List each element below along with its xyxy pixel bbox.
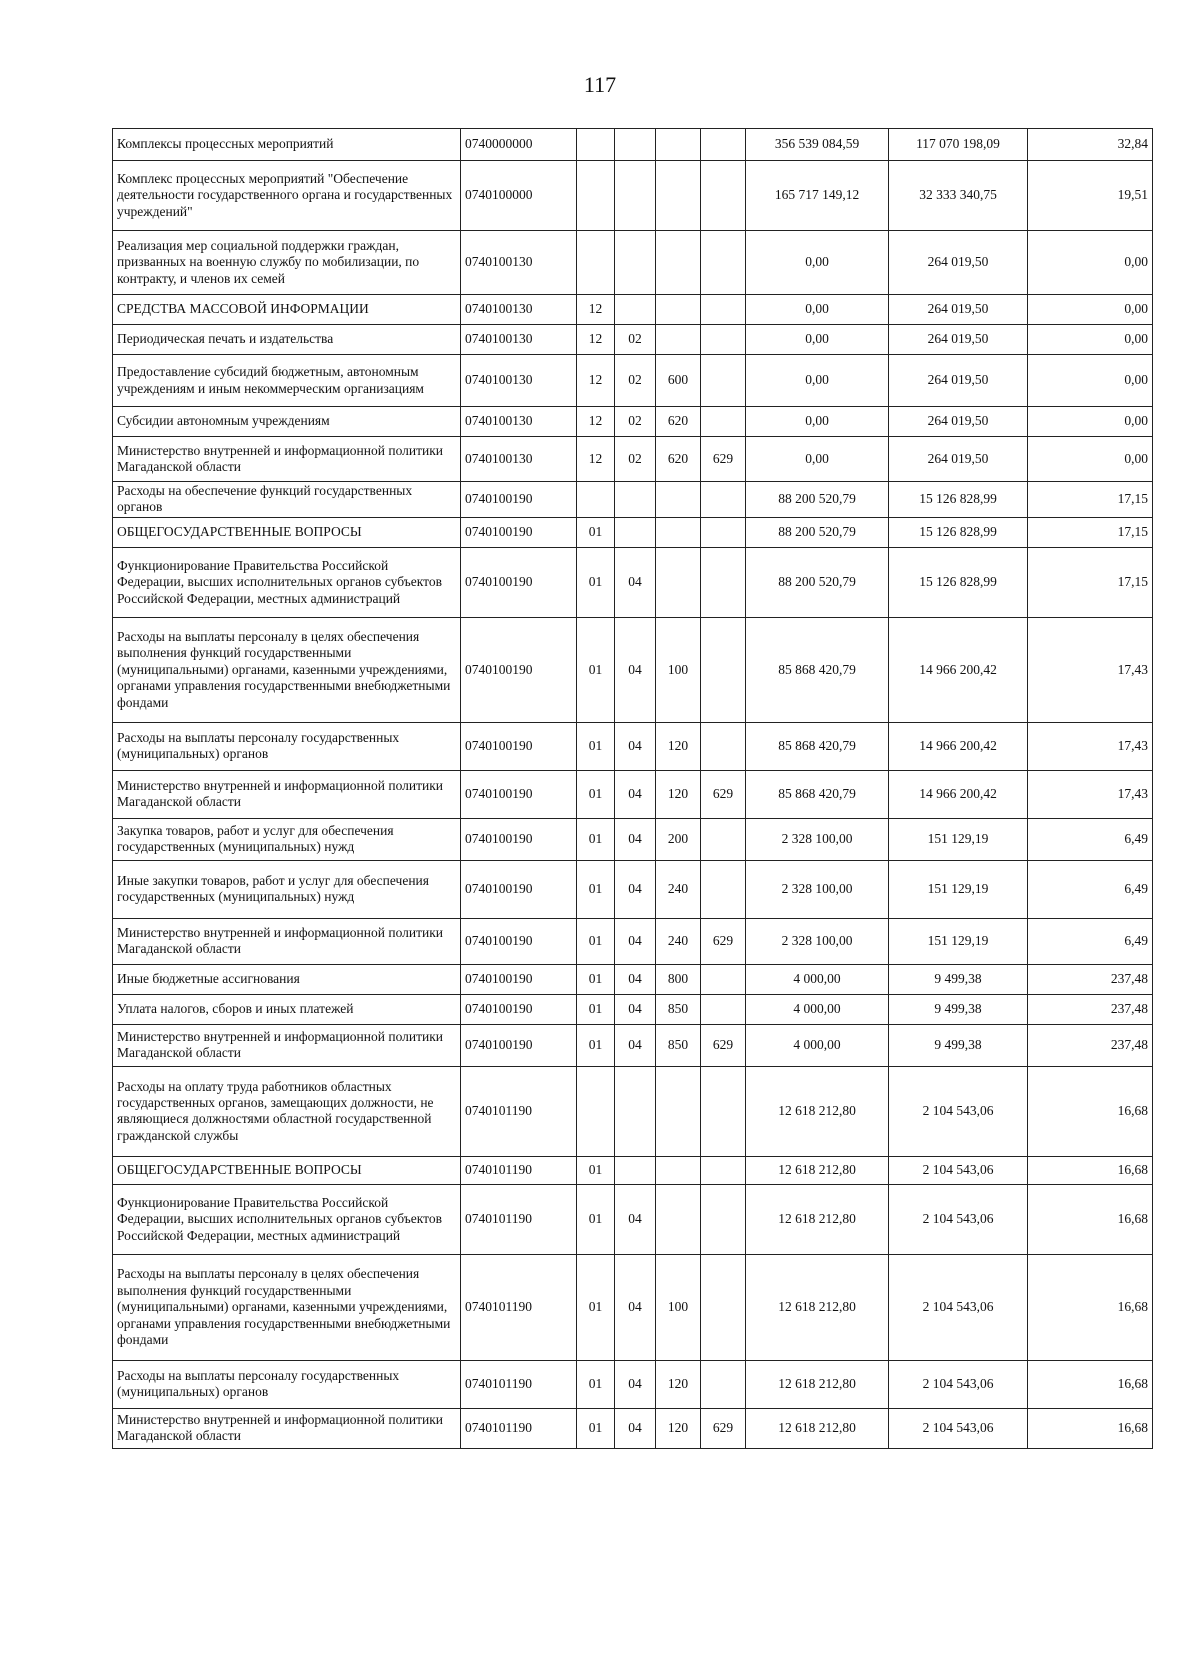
row-name: Расходы на выплаты персоналу государственных (муниципальных) органов <box>113 722 461 770</box>
row-pct: 19,51 <box>1028 161 1153 231</box>
row-fact: 117 070 198,09 <box>889 129 1028 161</box>
table-row <box>113 482 1153 518</box>
row-pct: 32,84 <box>1028 129 1153 161</box>
row-pct: 16,68 <box>1028 1408 1153 1448</box>
row-plan: 12 618 212,80 <box>746 1254 889 1360</box>
row-rz <box>577 1066 615 1156</box>
row-plan: 0,00 <box>746 407 889 437</box>
row-pr: 02 <box>615 355 656 407</box>
row-pr: 04 <box>615 964 656 994</box>
row-grbs <box>701 325 746 355</box>
row-csr: 0740100190 <box>461 617 577 722</box>
row-grbs <box>701 722 746 770</box>
table-row <box>113 407 1153 437</box>
row-fact: 2 104 543,06 <box>889 1184 1028 1254</box>
row-pr: 04 <box>615 1254 656 1360</box>
row-pr <box>615 1066 656 1156</box>
row-vr: 200 <box>656 818 701 860</box>
table-row <box>113 1156 1153 1184</box>
row-pct: 16,68 <box>1028 1254 1153 1360</box>
row-name: Функционирование Правительства Российской Федерации, высших исполнительных органов субъектов Российской Федерации, местных администраций <box>113 547 461 617</box>
row-pct: 0,00 <box>1028 295 1153 325</box>
row-pr <box>615 517 656 547</box>
row-plan: 12 618 212,80 <box>746 1066 889 1156</box>
row-rz: 01 <box>577 617 615 722</box>
row-fact: 2 104 543,06 <box>889 1254 1028 1360</box>
row-rz: 01 <box>577 818 615 860</box>
row-rz: 01 <box>577 964 615 994</box>
row-grbs <box>701 1156 746 1184</box>
row-name: Предоставление субсидий бюджетным, автономным учреждениям и иным некоммерческим организациям <box>113 355 461 407</box>
row-plan: 88 200 520,79 <box>746 482 889 518</box>
row-csr: 0740100130 <box>461 325 577 355</box>
row-name: Периодическая печать и издательства <box>113 325 461 355</box>
row-vr: 120 <box>656 1408 701 1448</box>
row-fact: 9 499,38 <box>889 1024 1028 1066</box>
table-row <box>113 295 1153 325</box>
row-pr: 04 <box>615 818 656 860</box>
row-pr: 04 <box>615 1360 656 1408</box>
row-fact: 264 019,50 <box>889 437 1028 482</box>
row-vr <box>656 295 701 325</box>
row-rz: 01 <box>577 547 615 617</box>
row-fact: 15 126 828,99 <box>889 547 1028 617</box>
row-csr: 0740101190 <box>461 1156 577 1184</box>
row-vr: 800 <box>656 964 701 994</box>
row-name: Министерство внутренней и информационной политики Магаданской области <box>113 1024 461 1066</box>
row-fact: 14 966 200,42 <box>889 617 1028 722</box>
row-pr <box>615 1156 656 1184</box>
row-fact: 2 104 543,06 <box>889 1156 1028 1184</box>
row-name: Расходы на выплаты персоналу в целях обеспечения выполнения функций государственными (муниципальными) органами, казенными учреждениями, органами управления государственными внебюджетными фондами <box>113 617 461 722</box>
row-pr: 02 <box>615 407 656 437</box>
row-grbs: 629 <box>701 1024 746 1066</box>
row-name: СРЕДСТВА МАССОВОЙ ИНФОРМАЦИИ <box>113 295 461 325</box>
table-row <box>113 231 1153 295</box>
row-grbs <box>701 1254 746 1360</box>
row-csr: 0740100130 <box>461 355 577 407</box>
row-csr: 0740100190 <box>461 1024 577 1066</box>
table-row <box>113 1254 1153 1360</box>
row-name: Иные бюджетные ассигнования <box>113 964 461 994</box>
row-fact: 264 019,50 <box>889 407 1028 437</box>
row-pr: 04 <box>615 1024 656 1066</box>
row-vr: 120 <box>656 1360 701 1408</box>
row-plan: 2 328 100,00 <box>746 818 889 860</box>
row-vr <box>656 517 701 547</box>
row-rz: 01 <box>577 1156 615 1184</box>
row-vr: 100 <box>656 617 701 722</box>
row-rz: 12 <box>577 437 615 482</box>
row-vr: 850 <box>656 1024 701 1066</box>
row-fact: 32 333 340,75 <box>889 161 1028 231</box>
row-csr: 0740100190 <box>461 818 577 860</box>
row-pr <box>615 295 656 325</box>
row-vr <box>656 1156 701 1184</box>
row-vr: 240 <box>656 860 701 918</box>
row-name: Расходы на выплаты персоналу государственных (муниципальных) органов <box>113 1360 461 1408</box>
row-pr <box>615 161 656 231</box>
table-row <box>113 517 1153 547</box>
row-pr <box>615 231 656 295</box>
row-plan: 2 328 100,00 <box>746 860 889 918</box>
row-pr: 02 <box>615 437 656 482</box>
table-row <box>113 1360 1153 1408</box>
row-grbs <box>701 617 746 722</box>
row-plan: 0,00 <box>746 325 889 355</box>
table-row <box>113 129 1153 161</box>
table-row <box>113 437 1153 482</box>
row-pr <box>615 129 656 161</box>
row-fact: 15 126 828,99 <box>889 517 1028 547</box>
row-grbs <box>701 547 746 617</box>
table-row <box>113 994 1153 1024</box>
row-vr <box>656 325 701 355</box>
table-row <box>113 860 1153 918</box>
row-grbs <box>701 129 746 161</box>
table-row <box>113 161 1153 231</box>
row-csr: 0740100190 <box>461 860 577 918</box>
row-vr <box>656 1066 701 1156</box>
row-rz <box>577 129 615 161</box>
row-vr: 620 <box>656 437 701 482</box>
row-pr: 04 <box>615 770 656 818</box>
table-row <box>113 547 1153 617</box>
row-name: Реализация мер социальной поддержки граждан, призванных на военную службу по мобилизации, по контракту, и членов их семей <box>113 231 461 295</box>
table-row <box>113 1184 1153 1254</box>
row-name: Министерство внутренней и информационной политики Магаданской области <box>113 437 461 482</box>
row-rz: 12 <box>577 325 615 355</box>
row-rz: 01 <box>577 722 615 770</box>
row-fact: 264 019,50 <box>889 295 1028 325</box>
row-grbs: 629 <box>701 770 746 818</box>
row-pr: 04 <box>615 918 656 964</box>
row-plan: 0,00 <box>746 231 889 295</box>
row-plan: 0,00 <box>746 355 889 407</box>
row-csr: 0740100130 <box>461 231 577 295</box>
row-plan: 356 539 084,59 <box>746 129 889 161</box>
row-rz: 01 <box>577 1408 615 1448</box>
page-number: 117 <box>583 72 617 97</box>
row-pct: 17,15 <box>1028 547 1153 617</box>
row-plan: 85 868 420,79 <box>746 617 889 722</box>
table-row <box>113 964 1153 994</box>
row-plan: 12 618 212,80 <box>746 1408 889 1448</box>
row-pct: 16,68 <box>1028 1066 1153 1156</box>
row-vr <box>656 482 701 518</box>
row-name: Комплекс процессных мероприятий "Обеспечение деятельности государственного органа и государственных учреждений" <box>113 161 461 231</box>
row-plan: 12 618 212,80 <box>746 1156 889 1184</box>
table-row <box>113 1066 1153 1156</box>
row-csr: 0740100190 <box>461 722 577 770</box>
row-plan: 88 200 520,79 <box>746 517 889 547</box>
row-grbs <box>701 295 746 325</box>
row-pct: 16,68 <box>1028 1360 1153 1408</box>
row-vr: 600 <box>656 355 701 407</box>
row-pct: 6,49 <box>1028 818 1153 860</box>
row-plan: 0,00 <box>746 437 889 482</box>
row-pct: 16,68 <box>1028 1184 1153 1254</box>
row-pr: 04 <box>615 860 656 918</box>
row-grbs: 629 <box>701 918 746 964</box>
budget-table <box>112 128 1153 1449</box>
table-row <box>113 1408 1153 1448</box>
row-fact: 151 129,19 <box>889 918 1028 964</box>
row-vr <box>656 129 701 161</box>
row-plan: 4 000,00 <box>746 964 889 994</box>
row-vr: 100 <box>656 1254 701 1360</box>
row-fact: 2 104 543,06 <box>889 1066 1028 1156</box>
row-plan: 85 868 420,79 <box>746 722 889 770</box>
row-grbs <box>701 860 746 918</box>
row-csr: 0740101190 <box>461 1066 577 1156</box>
row-pct: 0,00 <box>1028 325 1153 355</box>
row-name: Министерство внутренней и информационной политики Магаданской области <box>113 770 461 818</box>
row-rz <box>577 231 615 295</box>
row-name: Функционирование Правительства Российской Федерации, высших исполнительных органов субъектов Российской Федерации, местных администраций <box>113 1184 461 1254</box>
row-pct: 0,00 <box>1028 231 1153 295</box>
row-fact: 151 129,19 <box>889 818 1028 860</box>
row-grbs <box>701 407 746 437</box>
row-fact: 9 499,38 <box>889 994 1028 1024</box>
row-csr: 0740100190 <box>461 547 577 617</box>
row-pct: 16,68 <box>1028 1156 1153 1184</box>
row-fact: 15 126 828,99 <box>889 482 1028 518</box>
row-rz: 01 <box>577 517 615 547</box>
row-rz: 01 <box>577 1184 615 1254</box>
row-rz: 01 <box>577 1360 615 1408</box>
row-csr: 0740101190 <box>461 1408 577 1448</box>
row-vr: 620 <box>656 407 701 437</box>
table-row <box>113 1024 1153 1066</box>
row-csr: 0740100190 <box>461 964 577 994</box>
row-name: Комплексы процессных мероприятий <box>113 129 461 161</box>
row-rz: 01 <box>577 918 615 964</box>
row-plan: 0,00 <box>746 295 889 325</box>
row-csr: 0740100130 <box>461 295 577 325</box>
row-csr: 0740100190 <box>461 994 577 1024</box>
row-csr: 0740100000 <box>461 161 577 231</box>
row-pct: 17,15 <box>1028 517 1153 547</box>
row-pct: 0,00 <box>1028 355 1153 407</box>
row-pct: 0,00 <box>1028 407 1153 437</box>
row-rz: 01 <box>577 1024 615 1066</box>
row-grbs <box>701 231 746 295</box>
row-fact: 14 966 200,42 <box>889 722 1028 770</box>
row-fact: 2 104 543,06 <box>889 1360 1028 1408</box>
row-name: Министерство внутренней и информационной политики Магаданской области <box>113 1408 461 1448</box>
row-csr: 0740100190 <box>461 918 577 964</box>
row-pct: 237,48 <box>1028 964 1153 994</box>
row-csr: 0740100130 <box>461 437 577 482</box>
table-row <box>113 918 1153 964</box>
row-plan: 12 618 212,80 <box>746 1184 889 1254</box>
row-plan: 85 868 420,79 <box>746 770 889 818</box>
row-fact: 264 019,50 <box>889 325 1028 355</box>
table-row <box>113 325 1153 355</box>
row-grbs <box>701 517 746 547</box>
row-csr: 0740100190 <box>461 770 577 818</box>
row-vr: 240 <box>656 918 701 964</box>
row-fact: 151 129,19 <box>889 860 1028 918</box>
row-rz <box>577 482 615 518</box>
row-pr: 04 <box>615 1184 656 1254</box>
row-name: ОБЩЕГОСУДАРСТВЕННЫЕ ВОПРОСЫ <box>113 1156 461 1184</box>
row-grbs <box>701 482 746 518</box>
row-rz: 12 <box>577 295 615 325</box>
row-name: Субсидии автономным учреждениям <box>113 407 461 437</box>
row-rz: 12 <box>577 355 615 407</box>
row-csr: 0740100130 <box>461 407 577 437</box>
row-name: Министерство внутренней и информационной политики Магаданской области <box>113 918 461 964</box>
row-pr: 04 <box>615 1408 656 1448</box>
row-plan: 2 328 100,00 <box>746 918 889 964</box>
row-csr: 0740101190 <box>461 1254 577 1360</box>
row-rz <box>577 161 615 231</box>
row-plan: 4 000,00 <box>746 994 889 1024</box>
row-rz: 01 <box>577 994 615 1024</box>
row-pr <box>615 482 656 518</box>
row-pct: 237,48 <box>1028 994 1153 1024</box>
table-row <box>113 818 1153 860</box>
row-plan: 4 000,00 <box>746 1024 889 1066</box>
row-name: Расходы на выплаты персоналу в целях обеспечения выполнения функций государственными (муниципальными) органами, казенными учреждениями, органами управления государственными внебюджетными фондами <box>113 1254 461 1360</box>
table-row <box>113 770 1153 818</box>
row-grbs <box>701 1184 746 1254</box>
row-name: Расходы на оплату труда работников областных государственных органов, замещающих должности, не являющиеся должностями областной государственной гражданской службы <box>113 1066 461 1156</box>
row-rz: 12 <box>577 407 615 437</box>
row-rz: 01 <box>577 770 615 818</box>
row-fact: 264 019,50 <box>889 355 1028 407</box>
row-grbs <box>701 1066 746 1156</box>
row-name: ОБЩЕГОСУДАРСТВЕННЫЕ ВОПРОСЫ <box>113 517 461 547</box>
row-plan: 165 717 149,12 <box>746 161 889 231</box>
row-grbs <box>701 964 746 994</box>
row-vr: 120 <box>656 770 701 818</box>
row-fact: 14 966 200,42 <box>889 770 1028 818</box>
row-grbs <box>701 994 746 1024</box>
row-pct: 17,43 <box>1028 770 1153 818</box>
table-row <box>113 355 1153 407</box>
row-grbs: 629 <box>701 1408 746 1448</box>
row-grbs: 629 <box>701 437 746 482</box>
row-vr <box>656 231 701 295</box>
row-pr: 04 <box>615 722 656 770</box>
row-name: Закупка товаров, работ и услуг для обеспечения государственных (муниципальных) нужд <box>113 818 461 860</box>
row-csr: 0740101190 <box>461 1360 577 1408</box>
row-pct: 17,43 <box>1028 617 1153 722</box>
row-plan: 88 200 520,79 <box>746 547 889 617</box>
row-csr: 0740100190 <box>461 482 577 518</box>
row-pr: 04 <box>615 617 656 722</box>
row-pct: 237,48 <box>1028 1024 1153 1066</box>
row-pr: 02 <box>615 325 656 355</box>
row-pct: 0,00 <box>1028 437 1153 482</box>
row-pct: 6,49 <box>1028 918 1153 964</box>
row-grbs <box>701 355 746 407</box>
row-pct: 17,15 <box>1028 482 1153 518</box>
row-plan: 12 618 212,80 <box>746 1360 889 1408</box>
row-fact: 9 499,38 <box>889 964 1028 994</box>
row-fact: 264 019,50 <box>889 231 1028 295</box>
row-grbs <box>701 161 746 231</box>
row-pct: 17,43 <box>1028 722 1153 770</box>
row-vr <box>656 1184 701 1254</box>
row-csr: 0740100190 <box>461 517 577 547</box>
row-name: Уплата налогов, сборов и иных платежей <box>113 994 461 1024</box>
row-name: Иные закупки товаров, работ и услуг для обеспечения государственных (муниципальных) нужд <box>113 860 461 918</box>
table-row <box>113 722 1153 770</box>
row-csr: 0740101190 <box>461 1184 577 1254</box>
row-vr: 120 <box>656 722 701 770</box>
row-pct: 6,49 <box>1028 860 1153 918</box>
row-fact: 2 104 543,06 <box>889 1408 1028 1448</box>
row-vr <box>656 547 701 617</box>
row-pr: 04 <box>615 994 656 1024</box>
table-row <box>113 617 1153 722</box>
row-rz: 01 <box>577 860 615 918</box>
row-vr: 850 <box>656 994 701 1024</box>
row-csr: 0740000000 <box>461 129 577 161</box>
row-rz: 01 <box>577 1254 615 1360</box>
row-grbs <box>701 1360 746 1408</box>
row-grbs <box>701 818 746 860</box>
row-vr <box>656 161 701 231</box>
row-pr: 04 <box>615 547 656 617</box>
budget-table-body <box>113 129 1153 1449</box>
row-name: Расходы на обеспечение функций государственных органов <box>113 482 461 518</box>
